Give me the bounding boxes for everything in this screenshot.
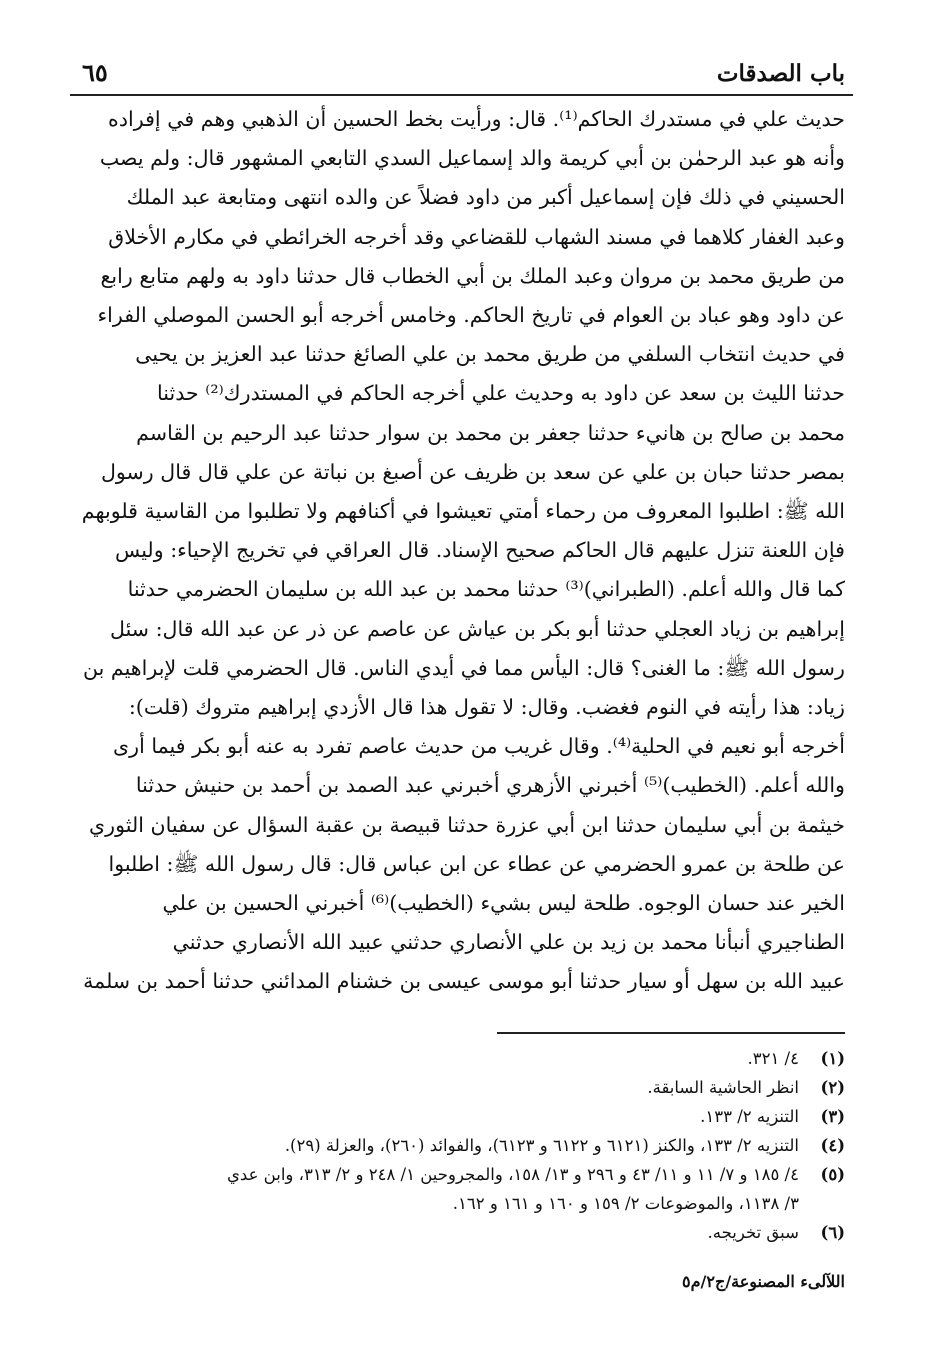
page-number: ٦٥ xyxy=(82,58,108,87)
text-line: حديث علي في مستدرك الحاكم⁽¹⁾. قال: ورأيت بخط الحسين أن الذهبي وهم في إفراده xyxy=(108,107,845,131)
text-line: محمد بن صالح بن هانيء حدثنا جعفر بن محمد بن سوار حدثنا عبد الرحيم بن القاسم xyxy=(136,420,845,445)
text-line: عن طلحة بن عمرو الحضرمي عن عطاء عن ابن عباس قال: قال رسول الله ﷺ: اطلبوا xyxy=(108,851,845,876)
text-line: فإن اللعنة تنزل عليهم قال الحاكم صحيح الإسناد. قال العراقي في تخريج الإحياء: وليس xyxy=(114,538,845,563)
footnote-line: سبق تخريجه. xyxy=(707,1223,799,1242)
footnote-line: التنزيه ٢/ ١٣٣، والكنز (٦١٢١ و ٦١٢٢ و ٦١٢٣)، والفوائد (٢٦٠)، والعزلة (٢٩). xyxy=(284,1136,799,1155)
main-text xyxy=(74,100,845,1002)
text-line: عبيد الله بن سهل أو سيار حدثنا أبو موسى عيسى بن خشنام المدائني حدثنا أحمد بن سلمة xyxy=(83,969,845,994)
footnote-separator xyxy=(497,1032,845,1034)
footnote-number: (٦) xyxy=(820,1223,845,1242)
text-line: والله أعلم. (الخطيب)⁽⁵⁾ أخبرني الأزهري أخبرني عبد الصمد بن أحمد بن حنيش حدثنا xyxy=(135,773,845,798)
footnote xyxy=(72,1160,845,1218)
footnote-text xyxy=(72,1160,799,1218)
footnote-text xyxy=(72,1073,799,1102)
footnote-text xyxy=(72,1044,799,1073)
text-line: عن داود وهو عباد بن العوام في تاريخ الحاكم. وخامس أخرجه أبو الحسن الموصلي الفراء xyxy=(97,303,845,328)
footnote-text xyxy=(72,1131,799,1160)
text-line: بمصر حدثنا حبان بن علي عن سعد بن ظريف عن أصبغ بن نباتة عن علي قال قال رسول xyxy=(100,459,845,484)
text-line: حدثنا الليث بن سعد عن داود به وحديث علي أخرجه الحاكم في المستدرك⁽²⁾ حدثنا xyxy=(156,381,845,406)
text-line: الله ﷺ: اطلبوا المعروف من رحماء أمتي تعيشوا في أكنافهم ولا تطلبوا من القاسية قلوبهم xyxy=(81,499,845,524)
footnote xyxy=(72,1102,845,1131)
text-line: زياد: هذا رأيته في النوم فغضب. وقال: لا تقول هذا قال الأزدي إبراهيم متروك (قلت): xyxy=(128,695,845,720)
text-line: الخير عند حسان الوجوه. طلحة ليس بشيء (الخطيب)⁽⁶⁾ أخبرني الحسين بن علي xyxy=(162,891,845,916)
footnote xyxy=(72,1131,845,1160)
footnotes xyxy=(72,1044,845,1247)
footnote-line: ٤/ ١٨٥ و ٧/ ١١ و ١١/ ٤٣ و ٢٩٦ و ١٣/ ١٥٨، والمجروحين ١/ ٢٤٨ و ٢/ ٣١٣، وابن عدي xyxy=(227,1165,799,1184)
page-header xyxy=(70,48,853,96)
footnote-line: ٣/ ١١٣٨، والموضوعات ٢/ ١٥٩ و ١٦٠ و ١٦١ و ١٦٢. xyxy=(452,1194,799,1213)
footnote-number: (٤) xyxy=(820,1136,845,1155)
text-line: الحسيني في ذلك فإن إسماعيل أكبر من داود فضلاً عن والده انتهى ومتابعة عبد الملك xyxy=(126,185,845,210)
text-line: خيثمة بن أبي سليمان حدثنا ابن أبي عزرة حدثنا قبيصة بن عقبة السؤال عن سفيان الثوري xyxy=(89,812,845,837)
footnote-number: (٣) xyxy=(820,1107,845,1126)
footnote-line: انظر الحاشية السابقة. xyxy=(647,1078,799,1097)
book-signature: اللآلىء المصنوعة/ج٢/م٥ xyxy=(682,1272,845,1291)
text-line: أخرجه أبو نعيم في الحلية⁽⁴⁾. وقال غريب من حديث عاصم تفرد به عنه أبو بكر فيما أرى xyxy=(113,734,845,759)
footnote-number: (٥) xyxy=(820,1165,845,1184)
footnote-line: التنزيه ٢/ ١٣٣. xyxy=(700,1107,799,1126)
footnote-number: (١) xyxy=(820,1049,845,1068)
text-line: وأنه هو عبد الرحمٰن بن أبي كريمة والد إسماعيل السدي التابعي المشهور قال: ولم يصب xyxy=(99,146,845,171)
footnote xyxy=(72,1073,845,1102)
footnote-text xyxy=(72,1102,799,1131)
text-line: إبراهيم بن زياد العجلي حدثنا أبو بكر بن عياش عن عاصم عن ذر عن عبد الله قال: سئل xyxy=(110,616,845,641)
text-line: في حديث انتخاب السلفي من طريق محمد بن علي الصائغ حدثنا عبد العزيز بن يحيى xyxy=(135,342,845,367)
chapter-title: باب الصدقات xyxy=(716,60,845,87)
text-line: من طريق محمد بن مروان وعبد الملك بن أبي الخطاب قال حدثنا داود به ولهم متابع رابع xyxy=(100,263,845,288)
text-line: الطناجيري أنبأنا محمد بن زيد بن علي الأنصاري حدثني عبيد الله الأنصاري حدثني xyxy=(172,930,845,955)
footnote xyxy=(72,1218,845,1247)
text-line: رسول الله ﷺ: ما الغنى؟ قال: اليأس مما في أيدي الناس. قال الحضرمي قلت لإبراهيم بن xyxy=(82,655,845,680)
footnote-line: ٤/ ٣٢١. xyxy=(747,1049,799,1068)
footnote xyxy=(72,1044,845,1073)
text-line: كما قال والله أعلم. (الطبراني)⁽³⁾ حدثنا محمد بن عبد الله بن سليمان الحضرمي حدثنا xyxy=(127,577,845,602)
footnote-number: (٢) xyxy=(820,1078,845,1097)
text-line: وعبد الغفار كلاهما في مسند الشهاب للقضاعي وقد أخرجه الخرائطي في مكارم الأخلاق xyxy=(108,224,845,249)
footnote-text xyxy=(72,1218,799,1247)
